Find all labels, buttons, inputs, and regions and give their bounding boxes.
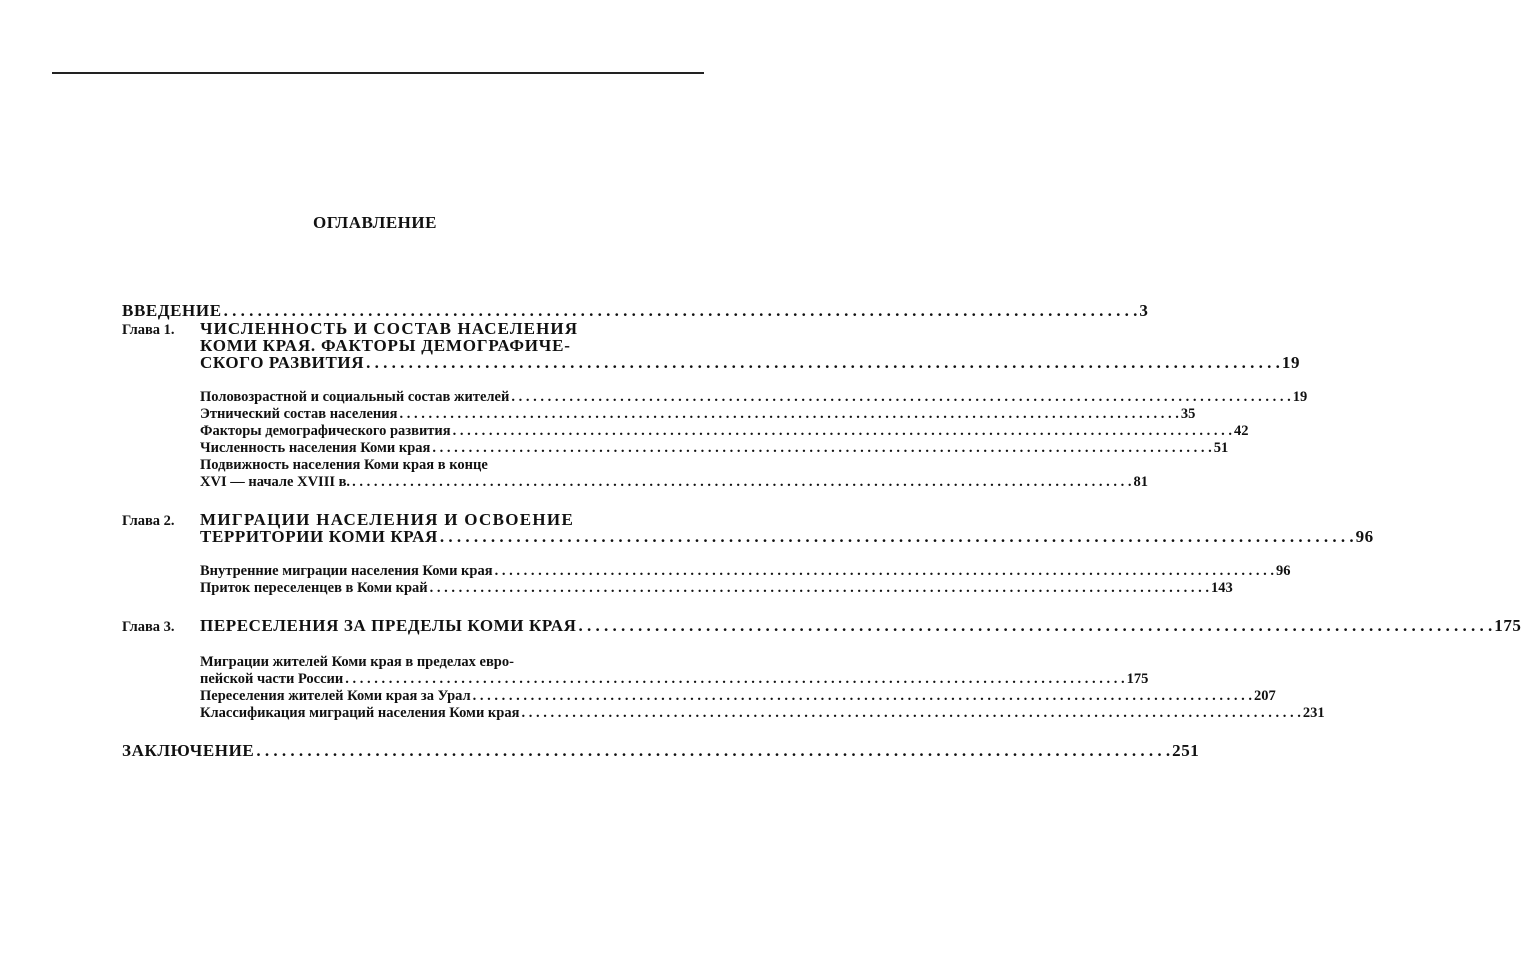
toc-entry-title: Приток переселенцев в Коми край (200, 580, 428, 596)
toc-page-number: 19 (1292, 389, 1308, 405)
dot-leader (345, 671, 1124, 688)
toc-entry-conclusion[interactable] (122, 741, 1200, 760)
toc-entry-title: XVI — начале XVIII в. (200, 474, 351, 490)
dot-leader (511, 389, 1290, 406)
toc-page-number: 175 (1494, 616, 1522, 635)
toc-page-number: 175 (1126, 671, 1149, 687)
toc-chapter-1[interactable] (122, 319, 1301, 372)
dot-leader (521, 705, 1300, 722)
dot-leader (400, 406, 1179, 423)
toc-page-number: 231 (1302, 705, 1325, 721)
table-of-contents (122, 301, 1522, 760)
toc-entry-title: Классификация миграций населения Коми края (200, 705, 520, 721)
toc-subentry[interactable] (200, 580, 1233, 597)
toc-page-number: 19 (1281, 353, 1301, 372)
toc-page-number: 42 (1234, 423, 1249, 439)
toc-entry-title: пейской части России (200, 671, 344, 687)
toc-entry-title: Подвижность населения Коми края в конце (200, 457, 488, 473)
toc-page-number: 81 (1133, 474, 1148, 490)
chapter-title-line: КОМИ КРАЯ. ФАКТОРЫ ДЕМОГРАФИЧЕ- (200, 336, 571, 355)
toc-entry-title: ЗАКЛЮЧЕНИЕ (122, 741, 255, 760)
dot-leader (432, 440, 1211, 457)
dot-leader (473, 688, 1252, 705)
chapter-title-line: МИГРАЦИИ НАСЕЛЕНИЯ И ОСВОЕНИЕ (200, 510, 575, 529)
toc-subentry[interactable] (200, 406, 1196, 423)
dot-leader (578, 617, 1492, 634)
chapter-title-line: ТЕРРИТОРИИ КОМИ КРАЯ (200, 527, 438, 546)
toc-entry-title: Половозрастной и социальный состав жителей (200, 389, 510, 405)
toc-subentry[interactable] (200, 423, 1249, 440)
toc-subentry[interactable] (200, 563, 1291, 580)
toc-page-number: 96 (1355, 527, 1374, 546)
toc-page-number: 3 (1139, 301, 1149, 320)
toc-page-number: 143 (1211, 580, 1233, 596)
chapter-label: Глава 2. (122, 513, 175, 529)
chapter-label: Глава 1. (122, 322, 175, 338)
toc-subentry[interactable] (200, 474, 1148, 491)
dot-leader (224, 302, 1138, 320)
dot-leader (495, 563, 1274, 580)
dot-leader (256, 742, 1170, 760)
dot-leader (352, 474, 1131, 491)
toc-page-number: 51 (1213, 440, 1229, 456)
dot-leader (430, 580, 1209, 597)
chapter-title-line: ПЕРЕСЕЛЕНИЯ ЗА ПРЕДЕЛЫ КОМИ КРАЯ (200, 616, 577, 635)
toc-chapter-3[interactable] (122, 616, 1522, 636)
toc-subentry[interactable] (200, 440, 1229, 457)
chapter-title-line: ЧИСЛЕННОСТЬ И СОСТАВ НАСЕЛЕНИЯ (200, 319, 579, 338)
toc-subentry[interactable] (200, 705, 1325, 722)
toc-entry-title: ВВЕДЕНИЕ (122, 301, 222, 320)
toc-entry-title: Внутренние миграции населения Коми края (200, 563, 493, 579)
toc-entry-title: Переселения жителей Коми края за Урал (200, 688, 471, 704)
toc-chapter-2[interactable] (122, 510, 1374, 546)
toc-entry-title: Факторы демографического развития (200, 423, 451, 439)
dot-leader (453, 423, 1232, 440)
toc-page-number: 35 (1180, 406, 1196, 422)
toc-subentry[interactable] (200, 688, 1276, 705)
toc-page-number: 207 (1254, 688, 1276, 704)
toc-entry-introduction[interactable] (122, 301, 1149, 320)
dot-leader (366, 354, 1280, 371)
chapter-title-line: СКОГО РАЗВИТИЯ (200, 353, 365, 372)
toc-subentry[interactable] (200, 671, 1149, 688)
toc-entry-title: Этнический состав населения (200, 406, 398, 422)
toc-entry-title: Численность населения Коми края (200, 440, 431, 456)
dot-leader (440, 528, 1354, 545)
toc-entry-title: Миграции жителей Коми края в пределах евро- (200, 654, 514, 670)
page-title: ОГЛАВЛЕНИЕ (313, 213, 437, 232)
top-rule (52, 72, 704, 74)
toc-page-number: 251 (1172, 741, 1200, 760)
toc-subentry[interactable] (200, 389, 1308, 406)
toc-page-number: 96 (1275, 563, 1291, 579)
chapter-label: Глава 3. (122, 619, 175, 635)
